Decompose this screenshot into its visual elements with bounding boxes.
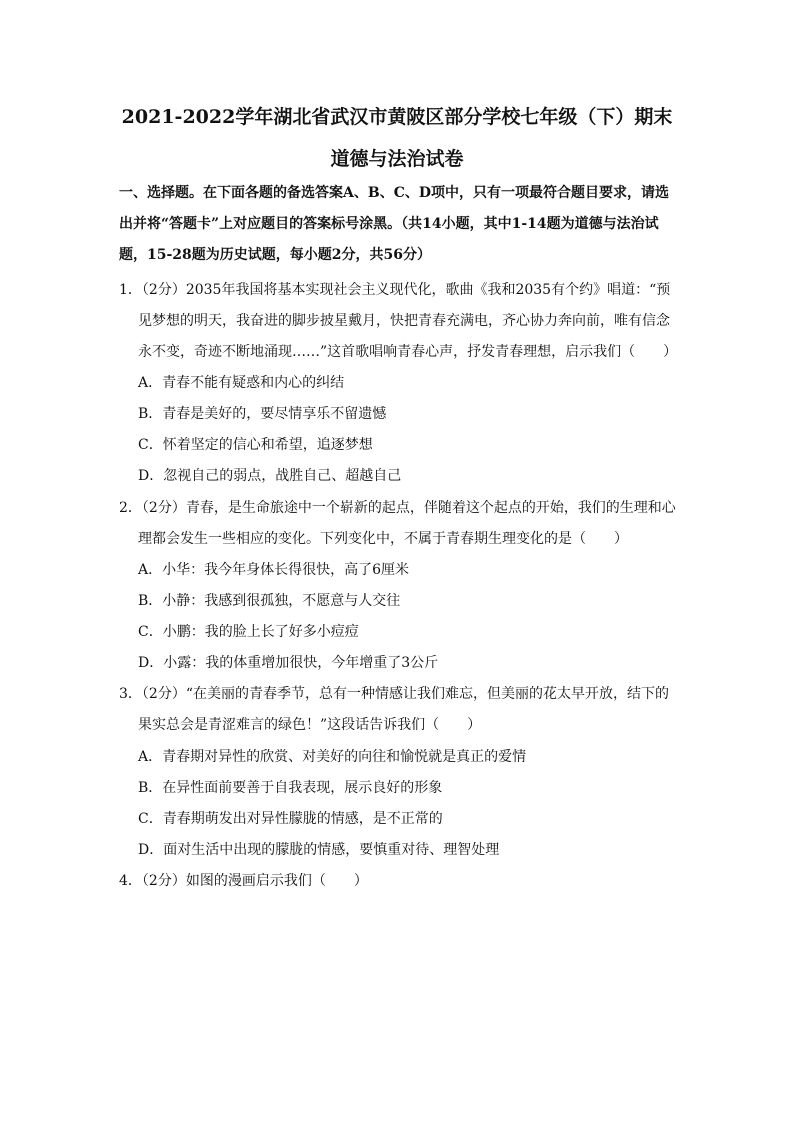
question-stem-line: 见梦想的明天，我奋进的脚步披星戴月，快把青春充满电，齐心协力奔向前，唯有信念	[138, 313, 670, 329]
exam-title-line-2: 道德与法治试卷	[330, 148, 464, 170]
question-stem-line: 4．（2分）如图的漫画启示我们（ ）	[119, 873, 368, 889]
question-option-d: D．面对生活中出现的朦胧的情感，要慎重对待、理智处理	[138, 842, 500, 858]
question-option-b: B．青春是美好的，要尽情享乐不留遗憾	[138, 406, 387, 422]
question-stem-line: 2．（2分）青春，是生命旅途中一个崭新的起点，伴随着这个起点的开始，我们的生理和心	[119, 500, 676, 516]
question-option-a: A．小华：我今年身体长得很快，高了6厘米	[138, 562, 410, 578]
question-option-c: C．怀着坚定的信心和希望，追逐梦想	[138, 437, 373, 453]
question-option-a: A．青春期对异性的欣赏、对美好的向往和愉悦就是真正的爱情	[138, 749, 527, 765]
question-stem-line: 1．（2分）2035年我国将基本实现社会主义现代化，歌曲《我和2035有个约》唱道：“预	[119, 282, 671, 298]
question-stem-line: 果实总会是青涩难言的绿色！”这段话告诉我们（ ）	[138, 717, 482, 733]
question-option-d: D．忽视自己的弱点，战胜自己、超越自己	[138, 468, 402, 484]
section-instructions	[119, 178, 679, 271]
section-instructions-line: 出并将“答题卡”上对应题目的答案标号涂黑。（共14小题，其中1-14题为道德与法治试	[119, 216, 659, 232]
question-stem-line: 理都会发生一些相应的变化。下列变化中，不属于青春期生理变化的是（ ）	[138, 531, 628, 547]
question-option-b: B．小静：我感到很孤独，不愿意与人交往	[138, 593, 401, 609]
section-instructions-line: 一、选择题。在下面各题的备选答案A、B、C、D项中，只有一项最符合题目要求，请选	[119, 185, 669, 201]
question-option-a: A．青春不能有疑惑和内心的纠结	[138, 375, 345, 391]
question-option-c: C．小鹏：我的脸上长了好多小痘痘	[138, 624, 359, 640]
question-option-d: D．小露：我的体重增加很快，今年增重了3公斤	[138, 655, 439, 671]
section-instructions-line: 题，15-28题为历史试题，每小题2分，共56分）	[119, 247, 431, 263]
question-stem-line: 3．（2分）“在美丽的青春季节，总有一种情感让我们难忘，但美丽的花太早开放，结下的	[119, 686, 669, 702]
question-stem-line: 永不变，奇迹不断地涌现……”这首歌唱响青春心声，抒发青春理想，启示我们（ ）	[138, 344, 678, 360]
question-option-c: C．青春期萌发出对异性朦胧的情感，是不正常的	[138, 811, 443, 827]
question-option-b: B．在异性面前要善于自我表现，展示良好的形象	[138, 780, 443, 796]
exam-title-line-1: 2021-2022学年湖北省武汉市黄陂区部分学校七年级（下）期末	[121, 106, 673, 128]
